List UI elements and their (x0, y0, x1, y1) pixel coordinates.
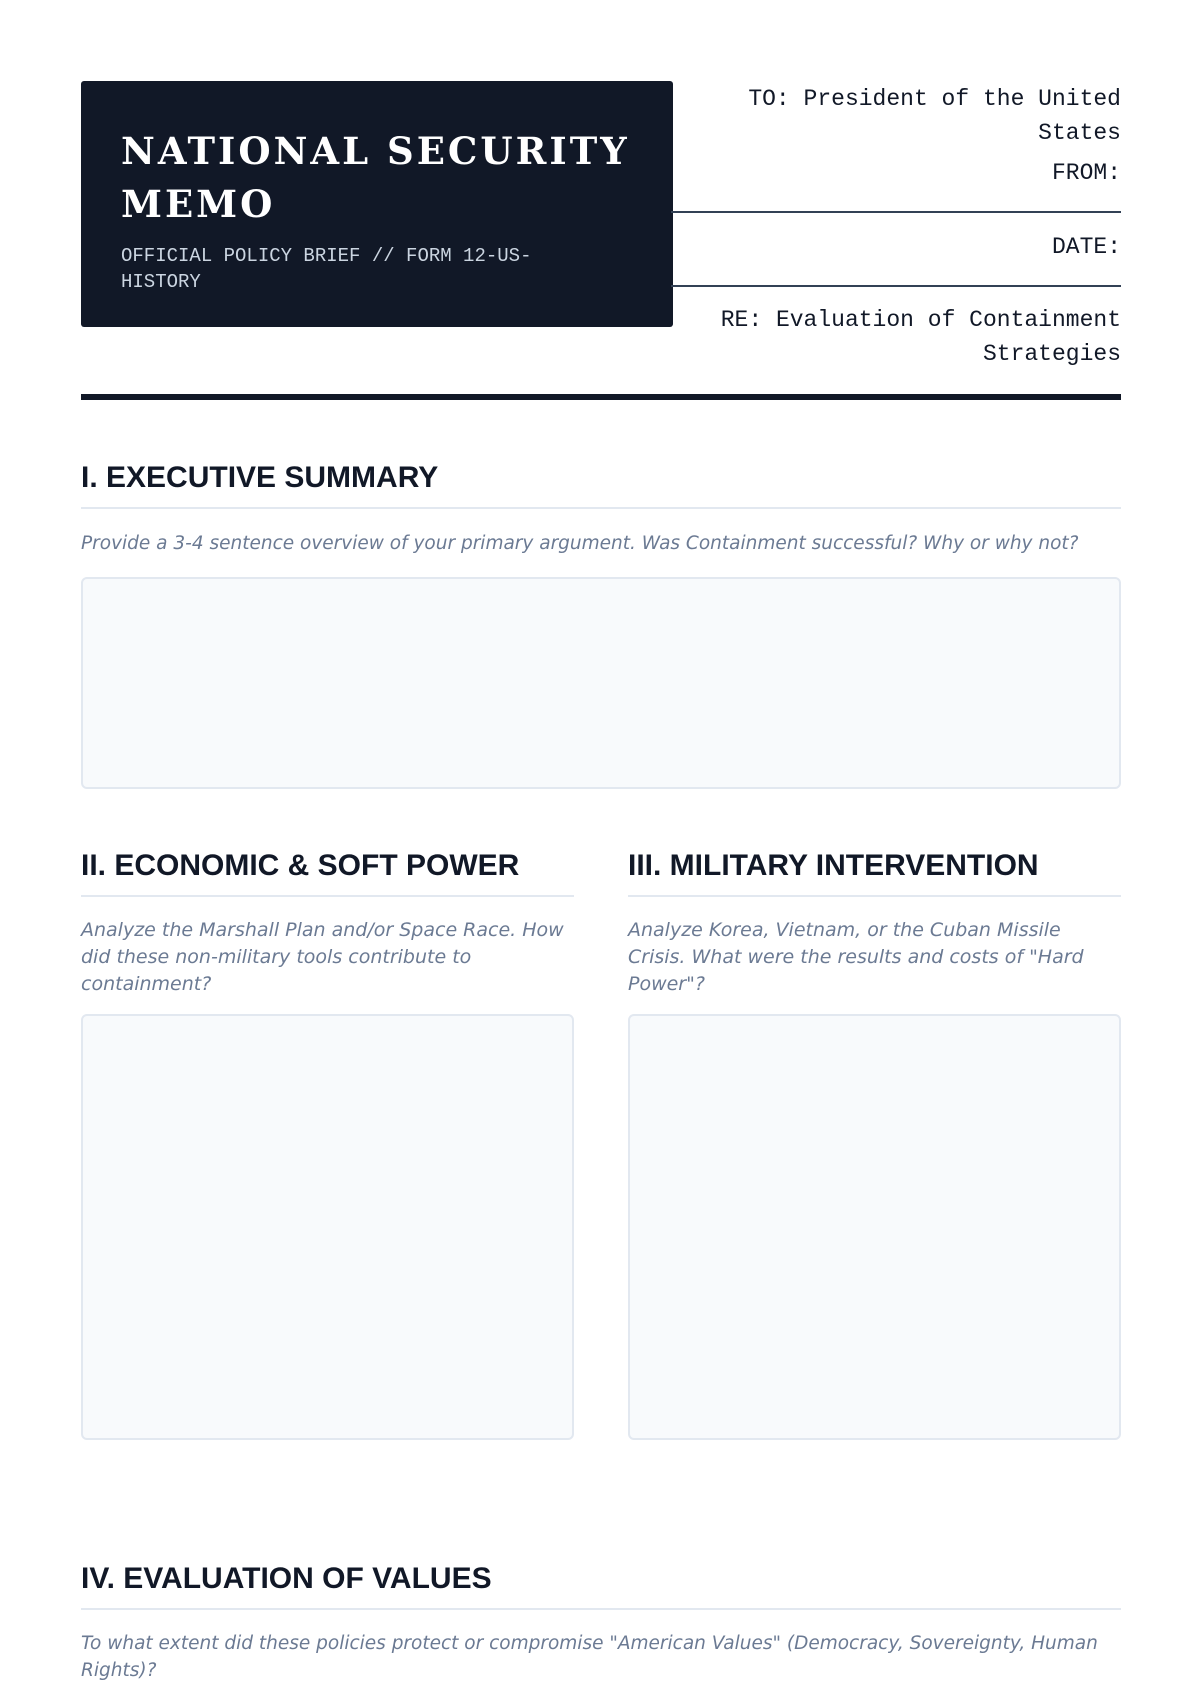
section-evaluation-of-values (81, 1561, 1121, 1684)
memo-page (81, 81, 1121, 1681)
section-title: II. ECONOMIC & SOFT POWER (81, 848, 574, 897)
from-label: FROM: (1051, 160, 1121, 186)
date-field[interactable] (671, 285, 1121, 287)
section-prompt: Analyze the Marshall Plan and/or Space Race. How did these non-military tools contribute to containment? (81, 919, 564, 995)
section-title: III. MILITARY INTERVENTION (628, 848, 1121, 897)
memo-header (81, 81, 1121, 400)
header-divider (81, 394, 1121, 400)
memo-title: NATIONAL SECURITY MEMO (121, 129, 630, 226)
section-military-intervention (628, 848, 1121, 1440)
memo-subtitle: OFFICIAL POLICY BRIEF // FORM 12-US-HISTORY (121, 245, 532, 293)
re-line: RE: Evaluation of Containment Strategies (720, 307, 1121, 367)
section-prompt: Provide a 3-4 sentence overview of your primary argument. Was Containment successful? Why or why not? (81, 533, 1079, 554)
to-line: TO: President of the United States (748, 86, 1121, 146)
section-title: IV. EVALUATION OF VALUES (81, 1561, 1121, 1610)
section-prompt: Analyze Korea, Vietnam, or the Cuban Missile Crisis. What were the results and costs of "Hard Power"? (628, 919, 1084, 995)
memo-meta (671, 81, 1121, 371)
section-prompt: To what extent did these policies protect or compromise "American Values" (Democracy, Sovereignty, Human Rights)? (81, 1633, 1098, 1681)
executive-summary-answer-box[interactable] (81, 577, 1121, 789)
section-executive-summary (81, 460, 1121, 789)
title-banner (81, 81, 673, 327)
section-title: I. EXECUTIVE SUMMARY (81, 460, 1121, 509)
from-field[interactable] (671, 211, 1121, 213)
military-intervention-answer-box[interactable] (628, 1014, 1121, 1440)
economic-soft-power-answer-box[interactable] (81, 1014, 574, 1440)
section-economic-soft-power (81, 848, 574, 1440)
two-column-sections (81, 848, 1121, 1528)
date-label: DATE: (1051, 234, 1121, 260)
